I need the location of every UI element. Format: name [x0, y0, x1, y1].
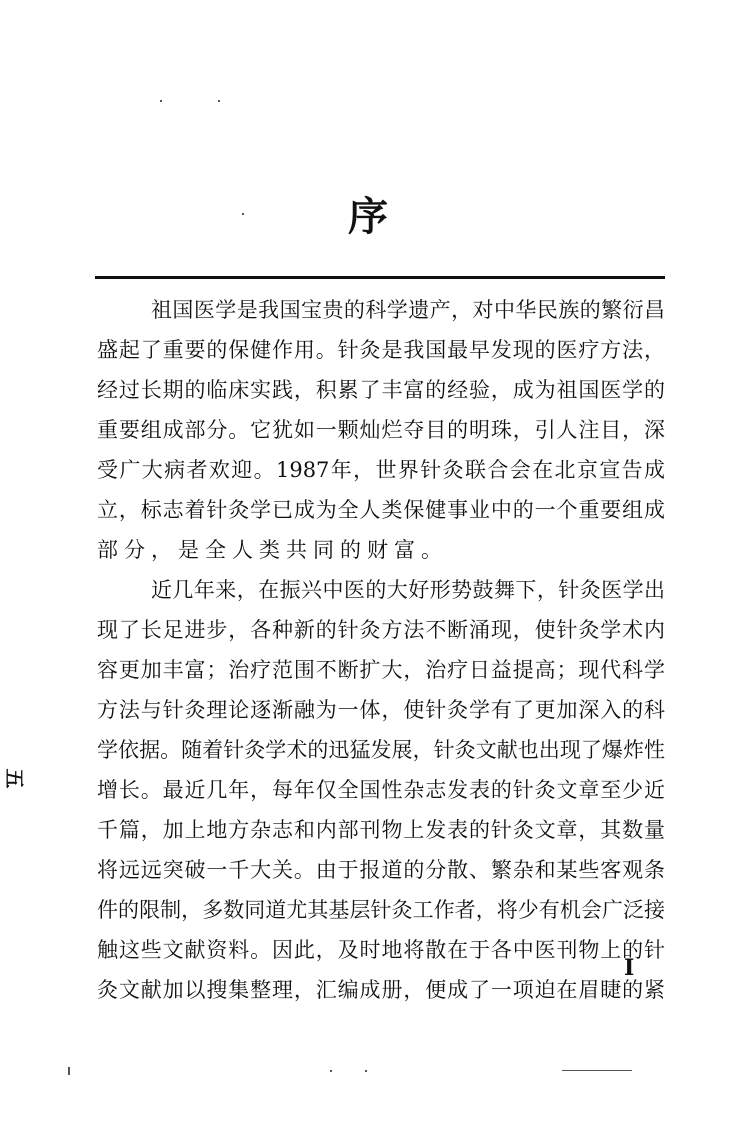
- text-line: 立，标志着针灸学已成为全人类保健事业中的一个重要组成: [97, 498, 665, 522]
- paragraph-2: [97, 570, 665, 1010]
- scan-speck: [365, 1070, 367, 1072]
- page-number: I: [624, 955, 635, 981]
- scan-speck: [68, 1067, 70, 1075]
- text-line: 部分，是全人类共同的财富。: [97, 538, 448, 562]
- text-line: 将远远突破一千大关。由于报道的分散、繁杂和某些客观条: [97, 858, 665, 882]
- text-line: 千篇，加上地方杂志和内部刊物上发表的针灸文章，其数量: [97, 818, 665, 842]
- text-line: 近几年来，在振兴中医的大好形势鼓舞下，针灸医学出: [151, 578, 665, 602]
- text-line: 祖国医学是我国宝贵的科学遗产，对中华民族的繁衍昌: [151, 298, 665, 322]
- side-margin-mark: 五: [2, 768, 27, 789]
- text-line: 重要组成部分。它犹如一颗灿烂夺目的明珠，引人注目，深: [97, 418, 665, 442]
- text-line: 增长。最近几年，每年仅全国性杂志发表的针灸文章至少近: [97, 778, 665, 802]
- text-line: 盛起了重要的保健作用。针灸是我国最早发现的医疗方法，: [97, 338, 665, 362]
- page-title: 序: [348, 193, 388, 240]
- scan-speck: [160, 100, 162, 102]
- text-line: 学依据。随着针灸学术的迅猛发展，针灸文献也出现了爆炸性: [97, 738, 665, 762]
- text-line: 现了长足进步，各种新的针灸方法不断涌现，使针灸学术内: [97, 618, 665, 642]
- text-line: 触这些文献资料。因此，及时地将散在于各中医刊物上的针: [97, 938, 665, 962]
- body-text: [97, 290, 665, 1010]
- text-line: 容更加丰富；治疗范围不断扩大，治疗日益提高；现代科学: [97, 658, 665, 682]
- title-divider: [95, 276, 665, 279]
- scan-speck: [330, 1070, 332, 1072]
- text-line: 灸文献加以搜集整理，汇编成册，便成了一项迫在眉睫的紧: [97, 978, 665, 1002]
- scan-speck: [242, 213, 244, 215]
- text-line: 件的限制，多数同道尤其基层针灸工作者，将少有机会广泛接: [97, 898, 665, 922]
- text-line: 受广大病者欢迎。1987年，世界针灸联合会在北京宣告成: [97, 458, 665, 482]
- scan-speck: [218, 100, 220, 102]
- text-line: 经过长期的临床实践，积累了丰富的经验，成为祖国医学的: [97, 378, 665, 402]
- paragraph-1: [97, 290, 665, 570]
- scan-speck: [562, 1070, 632, 1071]
- text-line: 方法与针灸理论逐渐融为一体，使针灸学有了更加深入的科: [97, 698, 665, 722]
